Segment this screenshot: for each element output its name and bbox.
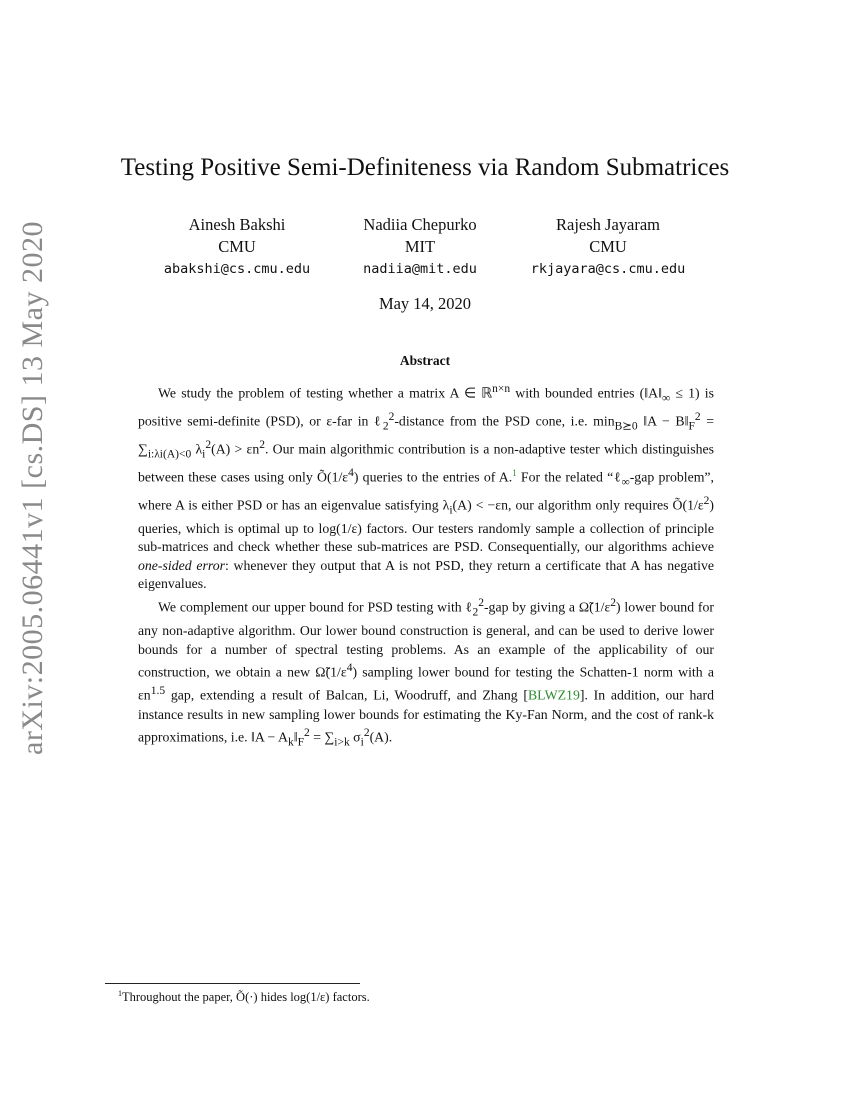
citation-link[interactable]: BLWZ19 <box>527 687 580 703</box>
author-1 <box>137 214 337 280</box>
footnote-link[interactable]: 1 <box>512 467 517 478</box>
arxiv-stamp: arXiv:2005.06441v1 [cs.DS] 13 May 2020 <box>16 221 49 755</box>
abstract-body <box>138 380 714 752</box>
author-affiliation: MIT <box>404 237 436 256</box>
footnote-text: Throughout the paper, Õ(·) hides log(1/ε) factors. <box>122 990 370 1005</box>
paper-title: Testing Positive Semi-Definiteness via Random Submatrices <box>120 154 730 181</box>
author-affiliation: CMU <box>218 237 256 256</box>
author-name: Ainesh Bakshi <box>188 215 286 234</box>
author-3 <box>508 214 708 280</box>
author-2 <box>320 214 520 280</box>
abstract-heading: Abstract <box>399 353 451 368</box>
author-email[interactable]: nadiia@mit.edu <box>363 261 477 277</box>
author-email[interactable]: abakshi@cs.cmu.edu <box>163 261 311 277</box>
publication-date: May 14, 2020 <box>378 294 472 313</box>
footnote <box>118 989 718 1005</box>
footnote-marker: 1 <box>118 989 122 998</box>
author-email[interactable]: rkjayara@cs.cmu.edu <box>530 261 686 277</box>
author-affiliation: CMU <box>589 237 627 256</box>
author-name: Nadiia Chepurko <box>363 215 477 234</box>
footnote-divider <box>105 983 360 984</box>
author-name: Rajesh Jayaram <box>555 215 660 234</box>
abstract-paragraph-1: We study the problem of testing whether a matrix A ∈ ℝ$^{n\times n}$ with bounded entries $(‖A‖_\infty \le 1)$ is positive semi-definite (PSD), or ε-far in ℓ$_2^2$-distance from the PSD cone, i.e. $\min_{B⪰0}$ ‖A − $B‖_F^2 = \sum_{i:\lambda i(A)<0}$ $\lambda_i^2(A) > \varepsilon n^2$. Our main algorithmic contribution is a non-adaptive tester which distinguishes between these cases using only $Õ(1/\varepsilon^4)$ queries to the entries of A.$^1$ For the related “ℓ$_\infty$-gap problem”, where A is either PSD or has an eigenvalue satisfying $\lambda_i(A) < -\varepsilon n$, our algorithm only requires $Õ(1/\varepsilon^2)$ queries, which is optimal up to log(1/ε) factors. Our testers randomly sample a collection of principle sub-matrices and check whether these sub-matrices are PSD. Consequentially, our algorithms achieve one-sided error: whenever they output that A is not PSD, they return a certificate that A has negative eigenvalues. <box>138 383 715 592</box>
abstract-paragraph-2: We complement our upper bound for PSD testing with ℓ$_2^2$-gap by giving a $\Omegã(1/\varepsilon^2)$ lower bound for any non-adaptive algorithm. Our lower bound construction is general, and can be used to derive lower bounds for a number of spectral testing problems. As an example of the applicability of our construction, we obtain a new $\Omegã(1/\varepsilon^4)$ sampling lower bound for testing the Schatten-1 norm with a $\varepsilon n^{1.5}$ gap, extending a result of Balcan, Li, Woodruff, and Zhang [BLWZ19]. In addition, our hard instance results in new sampling lower bounds for estimating the Ky-Fan Norm, and the cost of rank-k approximations, i.e. ‖A − $A_k‖_F^2 = \sum_{i>k}$ $\sigma_i^2(A)$. <box>138 597 714 749</box>
